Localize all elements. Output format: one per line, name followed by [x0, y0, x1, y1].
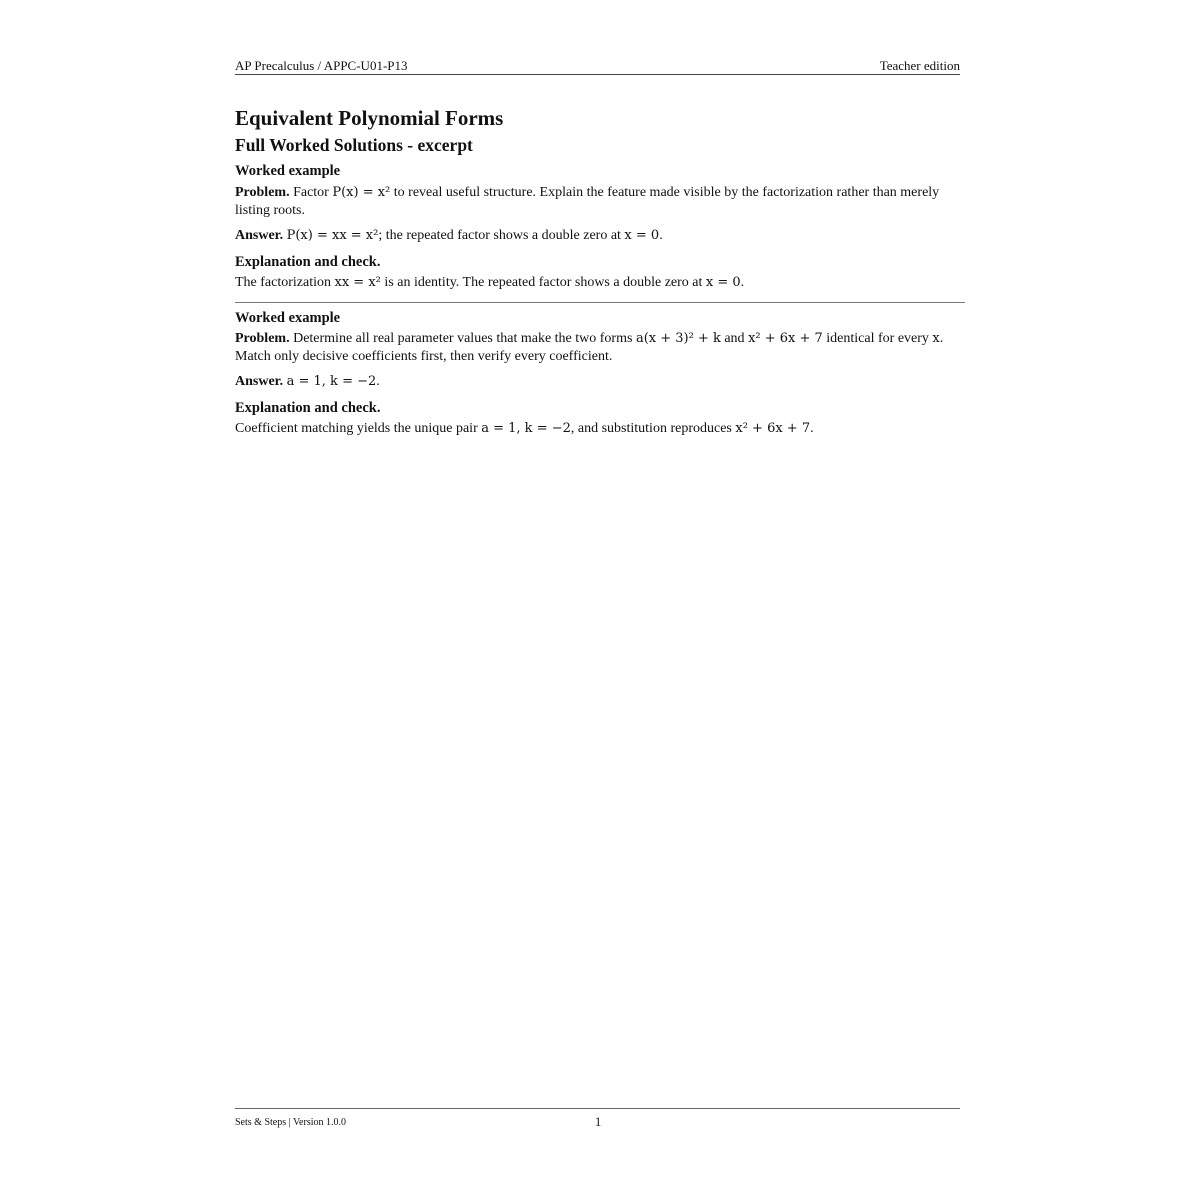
problem-text: . Match only decisive coefficients first, then verify every coefficient.	[235, 331, 944, 364]
explanation-math: xx = x²	[334, 274, 381, 290]
example-1-answer	[235, 227, 965, 245]
explanation-text: is an identity. The repeated factor shows a double zero at	[384, 274, 703, 290]
problem-text: identical for every	[826, 331, 929, 346]
header-course: AP Precalculus / APPC-U01-P13	[235, 58, 408, 73]
answer-label: Answer.	[235, 374, 284, 389]
answer-text: .	[659, 228, 663, 243]
problem-math: x	[932, 331, 940, 346]
page-subtitle: Full Worked Solutions - excerpt	[235, 135, 473, 155]
example-1-explanation-heading: Explanation and check.	[235, 253, 381, 270]
problem-math: a(x + 3)² + k	[635, 331, 721, 346]
problem-text: and	[724, 331, 745, 346]
explanation-text: .	[810, 420, 814, 436]
problem-math: P(x) = x²	[332, 185, 391, 200]
problem-text: to reveal useful structure. Explain the feature made visible by the factorization rather than merely listing roots.	[235, 185, 940, 218]
example-2-heading: Worked example	[235, 310, 341, 326]
example-2-answer	[235, 373, 965, 391]
problem-label: Problem.	[235, 331, 290, 346]
running-header	[235, 57, 960, 75]
main-content	[235, 104, 965, 437]
page-title: Equivalent Polynomial Forms	[235, 106, 504, 130]
problem-label: Problem.	[235, 185, 290, 200]
example-1-problem	[235, 184, 965, 219]
explanation-text: The factorization	[235, 274, 332, 290]
example-2-explanation	[235, 420, 965, 438]
answer-math: P(x) = xx = x²	[286, 228, 379, 243]
answer-text: ; the repeated factor shows a double zero at	[378, 228, 621, 243]
answer-math: a = 1, k = −2	[286, 374, 377, 389]
problem-math: x² + 6x + 7	[748, 331, 823, 346]
section-divider	[235, 302, 965, 303]
problem-text: Determine all real parameter values that make the two forms	[293, 331, 633, 346]
problem-text: Factor	[293, 185, 329, 200]
header-edition: Teacher edition	[879, 58, 960, 73]
page-number: 1	[595, 1115, 602, 1129]
page-footer	[235, 1108, 960, 1139]
example-1-heading: Worked example	[235, 163, 341, 179]
example-2-explanation-heading: Explanation and check.	[235, 399, 381, 416]
answer-text: .	[376, 374, 380, 389]
footer-version: Sets & Steps | Version 1.0.0	[235, 1117, 346, 1128]
answer-label: Answer.	[235, 228, 284, 243]
explanation-math: a = 1, k = −2	[481, 420, 571, 436]
explanation-math: x = 0	[705, 274, 741, 290]
example-2-problem	[235, 330, 965, 365]
answer-math: x = 0	[624, 228, 660, 243]
explanation-text: .	[740, 274, 745, 290]
example-1-explanation	[235, 274, 965, 292]
explanation-math: x² + 6x + 7	[735, 420, 811, 436]
explanation-text: , and substitution reproduces	[570, 420, 732, 436]
explanation-text: Coefficient matching yields the unique pair	[235, 420, 478, 436]
